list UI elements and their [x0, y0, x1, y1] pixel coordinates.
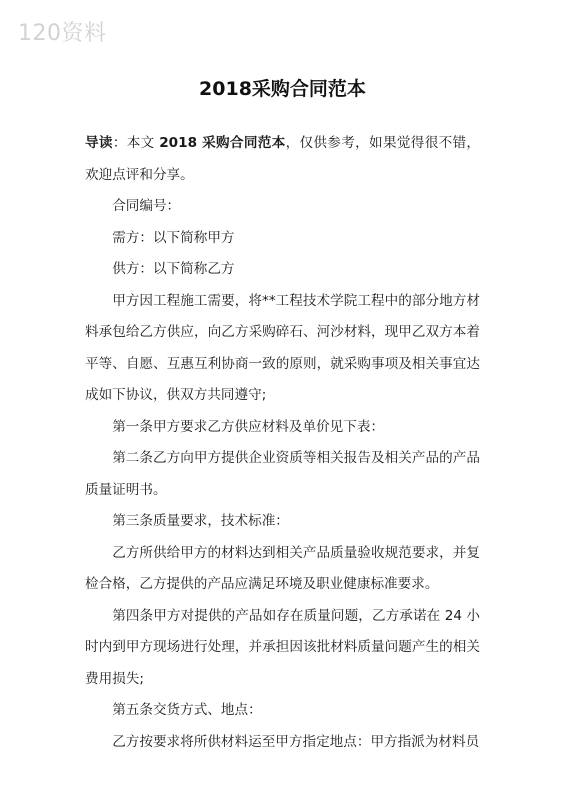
paragraph-contract-number: 合同编号： — [112, 198, 181, 214]
paragraph-article-1: 第一条甲方要求乙方供应材料及单价见下表： — [112, 418, 385, 435]
lead-title-reference: 2018 采购合同范本 — [159, 135, 286, 151]
paragraph-preamble: 甲方因工程施工需要，将**工程技术学院工程中的部分地方材料承包给乙方供应，向乙方采购碎石、河沙材料，现甲乙双方本着平等、自愿、互惠互利协商一致的原则，就采购事项及相关事宜达成如下协议，供双方共同遵守; — [85, 292, 480, 403]
document-page — [85, 74, 480, 758]
watermark-logo: 120资料 — [18, 21, 107, 46]
lead-prefix: 本文 — [126, 135, 160, 151]
paragraph-article-3: 第三条质量要求，技术标准： — [112, 513, 289, 529]
paragraph-article-4: 第四条甲方对提供的产品如存在质量问题，乙方承诺在 24 小时内到甲方现场进行处理，并承担因该批材料质量问题产生的相关费用损失; — [85, 607, 480, 687]
lead-colon: ： — [112, 135, 127, 151]
paragraph-article-5-body: 乙方按要求将所供材料运至甲方指定地点：甲方指派为材料员 — [112, 733, 480, 750]
lead-suffix: ，仅供参考，如果觉得很不错，欢迎点评和分享。 — [85, 135, 481, 183]
document-title: 2018采购合同范本 — [199, 78, 366, 100]
lead-label: 导读 — [85, 135, 113, 151]
paragraph-buyer: 需方：以下简称甲方 — [112, 229, 235, 246]
lead-paragraph — [85, 128, 480, 191]
paragraph-article-2: 第二条乙方向甲方提供企业资质等相关报告及相关产品的产品质量证明书。 — [85, 450, 480, 498]
paragraph-article-5: 第五条交货方式、地点： — [112, 702, 262, 718]
paragraph-article-3-body: 乙方所供给甲方的材料达到相关产品质量验收规范要求，并复检合格，乙方提供的产品应满足环境及职业健康标准要求。 — [85, 544, 480, 592]
paragraph-supplier: 供方：以下简称乙方 — [112, 261, 235, 277]
